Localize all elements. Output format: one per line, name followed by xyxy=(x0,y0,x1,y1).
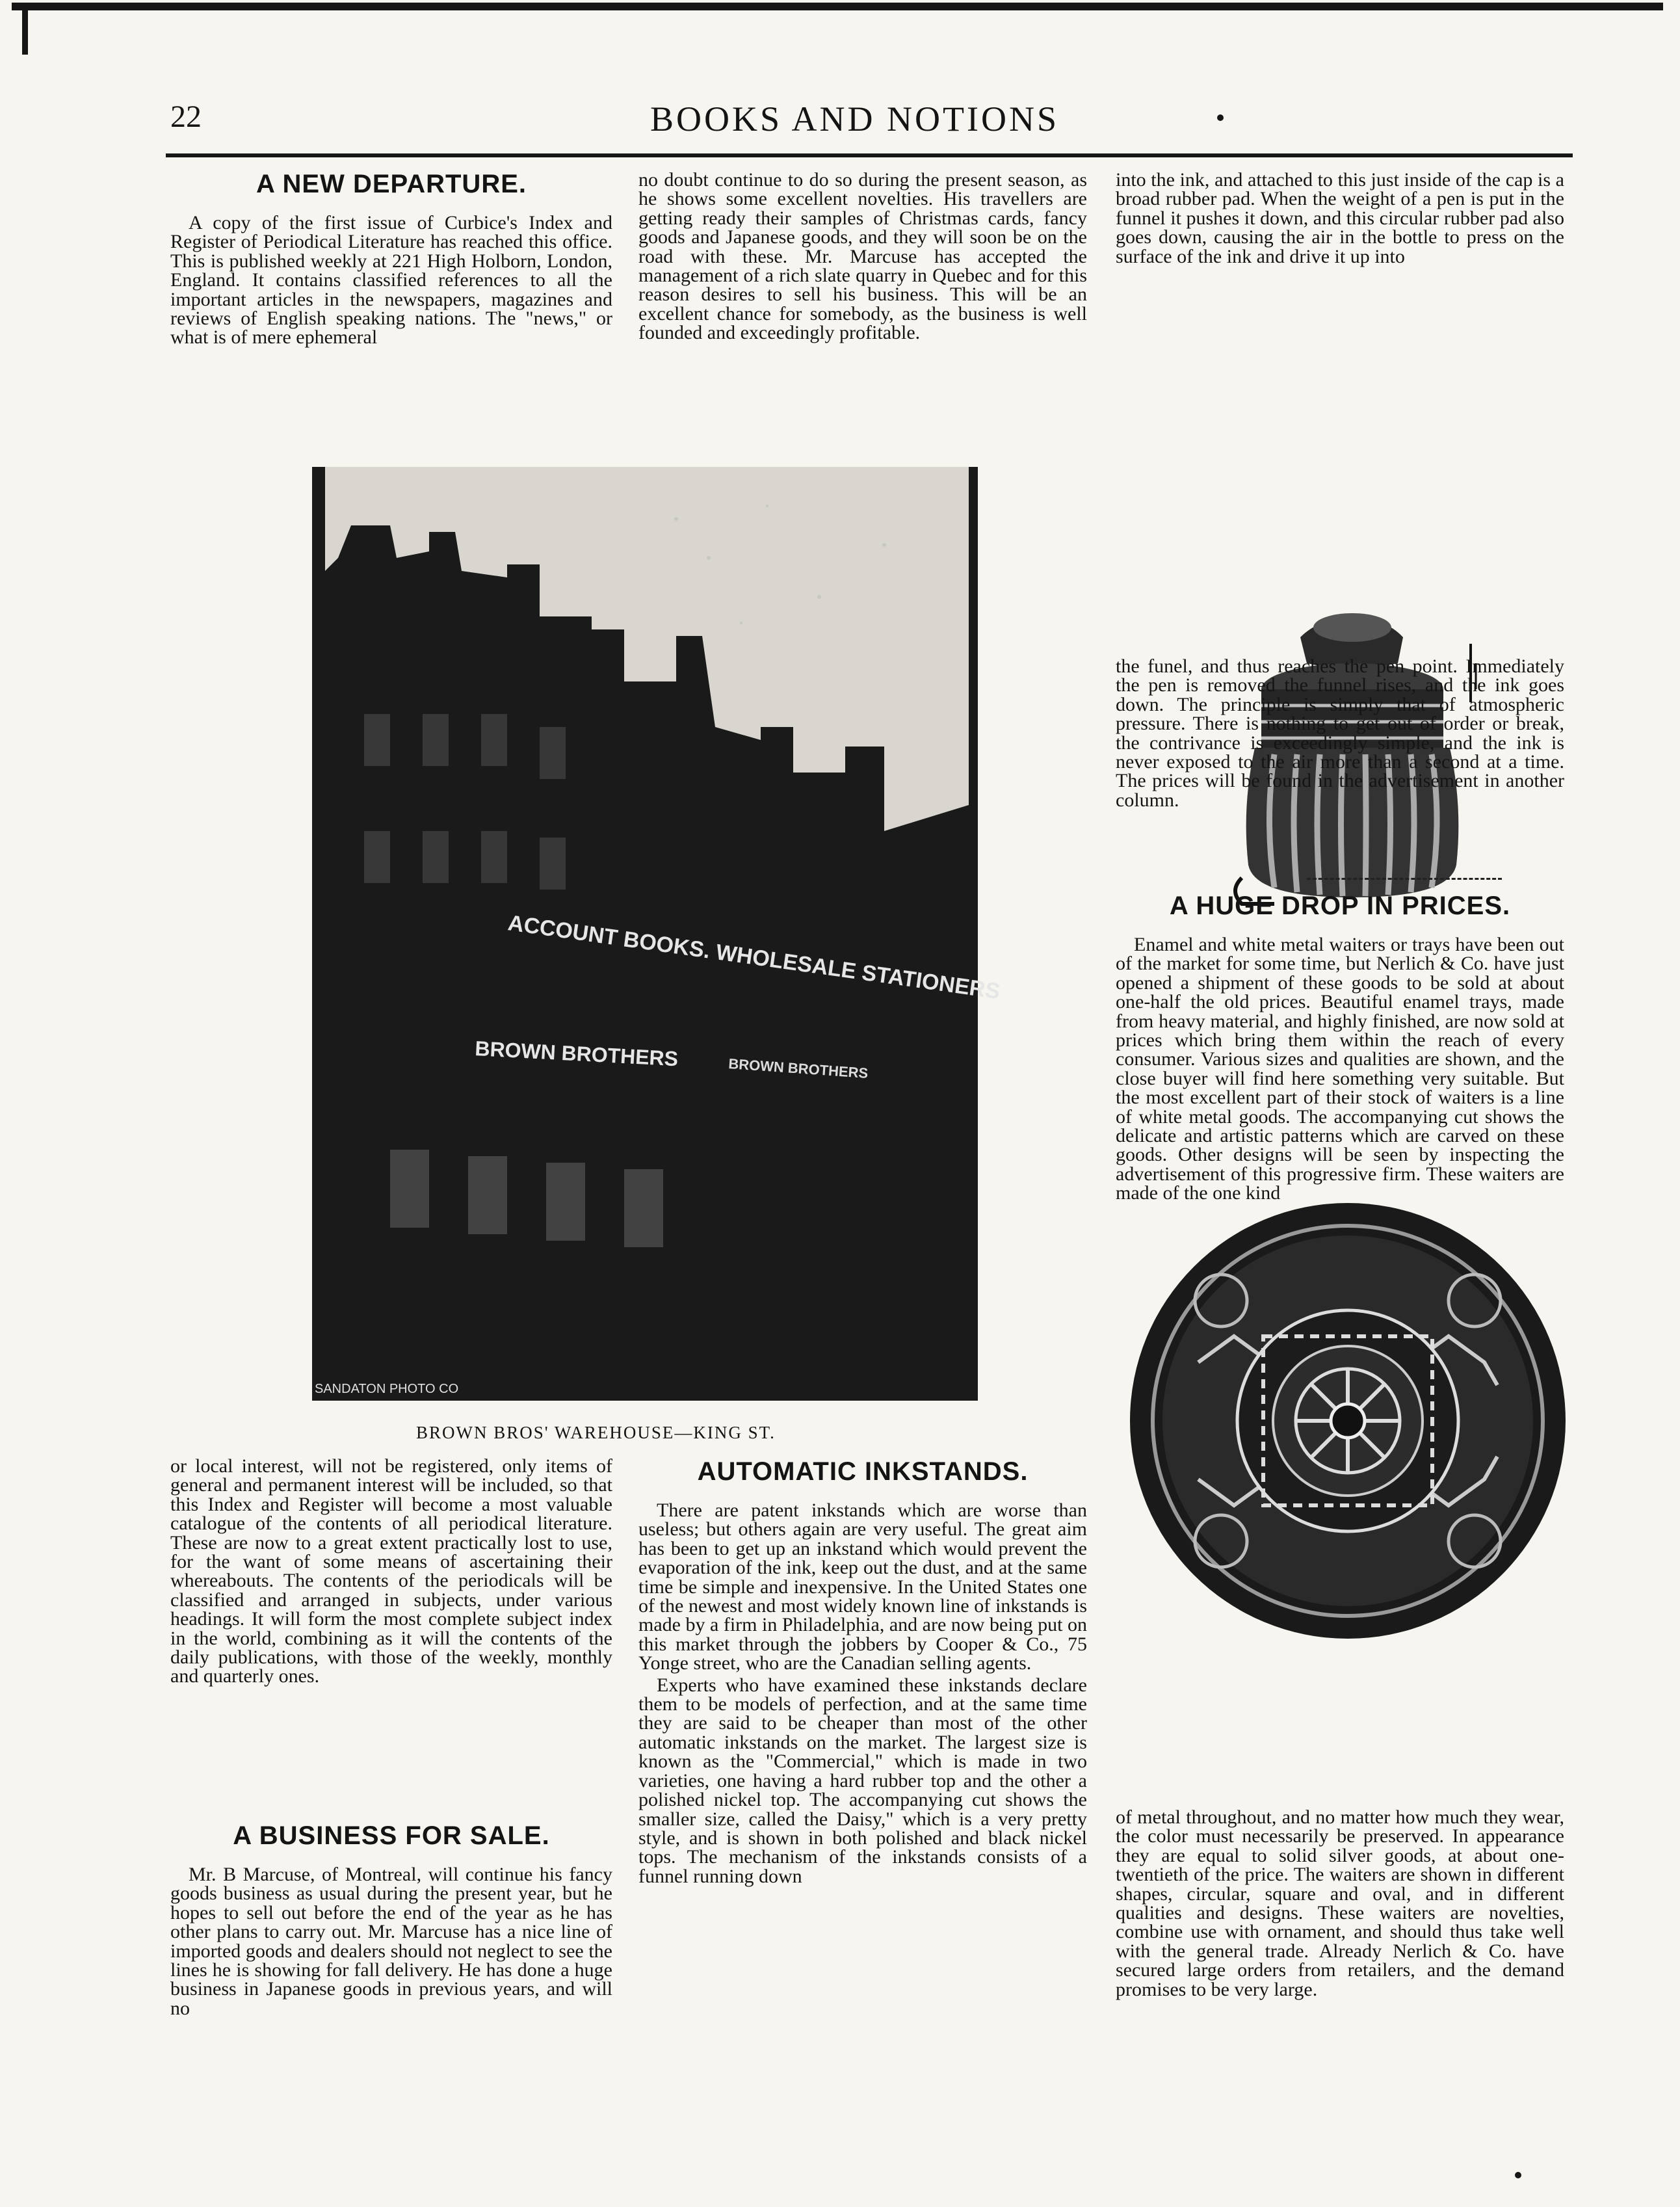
page-number: 22 xyxy=(170,99,202,134)
top-border-rule xyxy=(12,3,1663,10)
article-automatic-inkstands xyxy=(638,1457,1087,2159)
top-border-tick xyxy=(22,7,28,55)
article-paragraph: Experts who have examined these inkstands declare them to be models of perfection, and at the same time they are said to be cheaper than most of the other automatic inkstands on the market. The largest size is known as the "Commercial," which is made in two varieties, one having a hard rubber top and the other a polished nickel top. The accompanying cut shows the smaller size, called the Daisy," which is a very pretty style, and is shown in both polished and black nickel tops. The mechanism of the inkstands consists of a funnel running down xyxy=(638,1674,1087,1887)
article-paragraph: of metal throughout, and no matter how much they wear, the color must necessarily be preserved. In appearance they are equal to solid silver goods, at about one-twentieth of the price. The waiters are shown in different shapes, circular, square and oval, and in different qualities and designs. These waiters are novelties, combine use with ornament, and should thus take well with the general trade. Already Nerlich & Co. have secured large orders from retailers, and the demand promises to be very large. xyxy=(1116,1806,1564,2000)
article-title: A BUSINESS FOR SALE. xyxy=(233,1821,550,1850)
sign-brown-brothers: BROWN BROTHERS xyxy=(474,1037,679,1071)
article-paragraph: A copy of the first issue of Curbice's Index and Register of Periodical Literature has reached this office. This is published weekly at 221 High Holborn, London, England. It contains classified references to all the important articles in the newspapers, magazines and reviews of English speaking nations. The "news," or what is of mere ephemeral xyxy=(170,212,612,349)
article-huge-drop-continued xyxy=(1116,1808,1564,2159)
sign-brown-brothers-small: BROWN BROTHERS xyxy=(728,1055,869,1081)
article-paragraph: no doubt continue to do so during the present season, as he shows some excellent novelties. His travellers are getting ready their samples of Christmas cards, fancy goods and Japanese goods, and they will soon be on the road with these. Mr. Marcuse has accepted the management of a rich slate quarry in Quebec and for this reason desires to sell his business. This will be an excellent chance for somebody, as the business is well founded and exceedingly profitable. xyxy=(638,169,1087,344)
photo-credit: SANDATON PHOTO CO xyxy=(315,1382,459,1396)
header-dot xyxy=(1217,114,1224,121)
article-title: A NEW DEPARTURE. xyxy=(256,170,527,198)
article-inkstands-continued-top xyxy=(1116,170,1564,326)
article-business-continued xyxy=(638,170,1087,430)
sign-account-books: ACCOUNT BOOKS. WHOLESALE STATIONERS xyxy=(506,910,1002,1005)
article-title: A HUGE DROP IN PRICES. xyxy=(1169,892,1511,920)
article-paragraph: There are patent inkstands which are worse than useless; but others again are very useful. The great aim has been to get up an inkstand which would prevent the evaporation of the ink, keep out the dust, and at the same time be simple and inexpensive. In the United States one of the newest and most widely known line of inkstands is made by a firm in Philadelphia, and are now being put on this market through the jobbers by Cooper & Co., 75 Yonge street, who are the Canadian selling agents. xyxy=(638,1500,1087,1674)
article-inkstands-continued-mid xyxy=(1116,657,1564,865)
waiter-tray-illustration xyxy=(1123,1196,1572,1645)
running-title: BOOKS AND NOTIONS xyxy=(650,99,1060,139)
article-new-departure-continued xyxy=(170,1457,612,1795)
article-new-departure-top xyxy=(170,169,612,429)
section-divider xyxy=(1307,878,1502,880)
photo-caption: BROWN BROS' WAREHOUSE—KING ST. xyxy=(416,1423,776,1442)
article-huge-drop xyxy=(1116,891,1564,1204)
article-title: AUTOMATIC INKSTANDS. xyxy=(697,1457,1029,1486)
article-paragraph: the funel, and thus reaches the pen point. Immediately the pen is removed the funnel rises, and the ink goes down. The principle is simply that of atmospheric pressure. There is nothing to get out of order or break, the contrivance is exceedingly simple, and the ink is never exposed to the air more than a second at a time. The prices will be found in the advertisement in another column. xyxy=(1116,655,1564,811)
article-paragraph: or local interest, will not be registered, only items of general and permanent interest will be included, so that this Index and Register will become a most valuable catalogue of the contents of all periodical literature. These are now to a great extent practically lost to use, for the want of some means of ascertaining their whereabouts. The contents of the periodicals will be classified and arranged in subjects, under various headings. It will form the most complete subject index in the world, combining as it will the contents of the daily publications, with those of the weekly, monthly and quarterly ones. xyxy=(170,1455,612,1687)
article-business-for-sale xyxy=(170,1821,612,2159)
article-paragraph: Enamel and white metal waiters or trays have been out of the market for some time, but Nerlich & Co. have just opened a shipment of these goods to be sold at about one-half the old prices. Beautiful enamel trays, made from heavy material, and highly finished, are now sold at prices which bring them within the reach of every consumer. Various sizes and qualities are shown, and the close buyer will find here something very suitable. But the most excellent part of their stock of waiters is a line of white metal goods. The accompanying cut shows the delicate and artistic patterns which are carved on these goods. Other designs will be seen by inspecting the advertisement of this progressive firm. These waiters are made of the one kind xyxy=(1116,934,1564,1204)
header-rule xyxy=(166,153,1573,157)
warehouse-photograph xyxy=(312,467,1002,1401)
article-paragraph: Mr. B Marcuse, of Montreal, will continue his fancy goods business as usual during the present year, but he hopes to sell out before the end of the year as he has other plans to carry out. Mr. Marcuse has a nice line of imported goods and dealers should not neglect to see the lines he is showing for fall delivery. He has done a huge business in Japanese goods in previous years, and will no xyxy=(170,1864,612,2019)
article-paragraph: into the ink, and attached to this just inside of the cap is a broad rubber pad. When the weight of a pen is put in the funnel it pushes it down, and this circular rubber pad also goes down, causing the air in the bottle to press on the surface of the ink and drive it up into xyxy=(1116,169,1564,267)
page-dot xyxy=(1515,2172,1521,2178)
